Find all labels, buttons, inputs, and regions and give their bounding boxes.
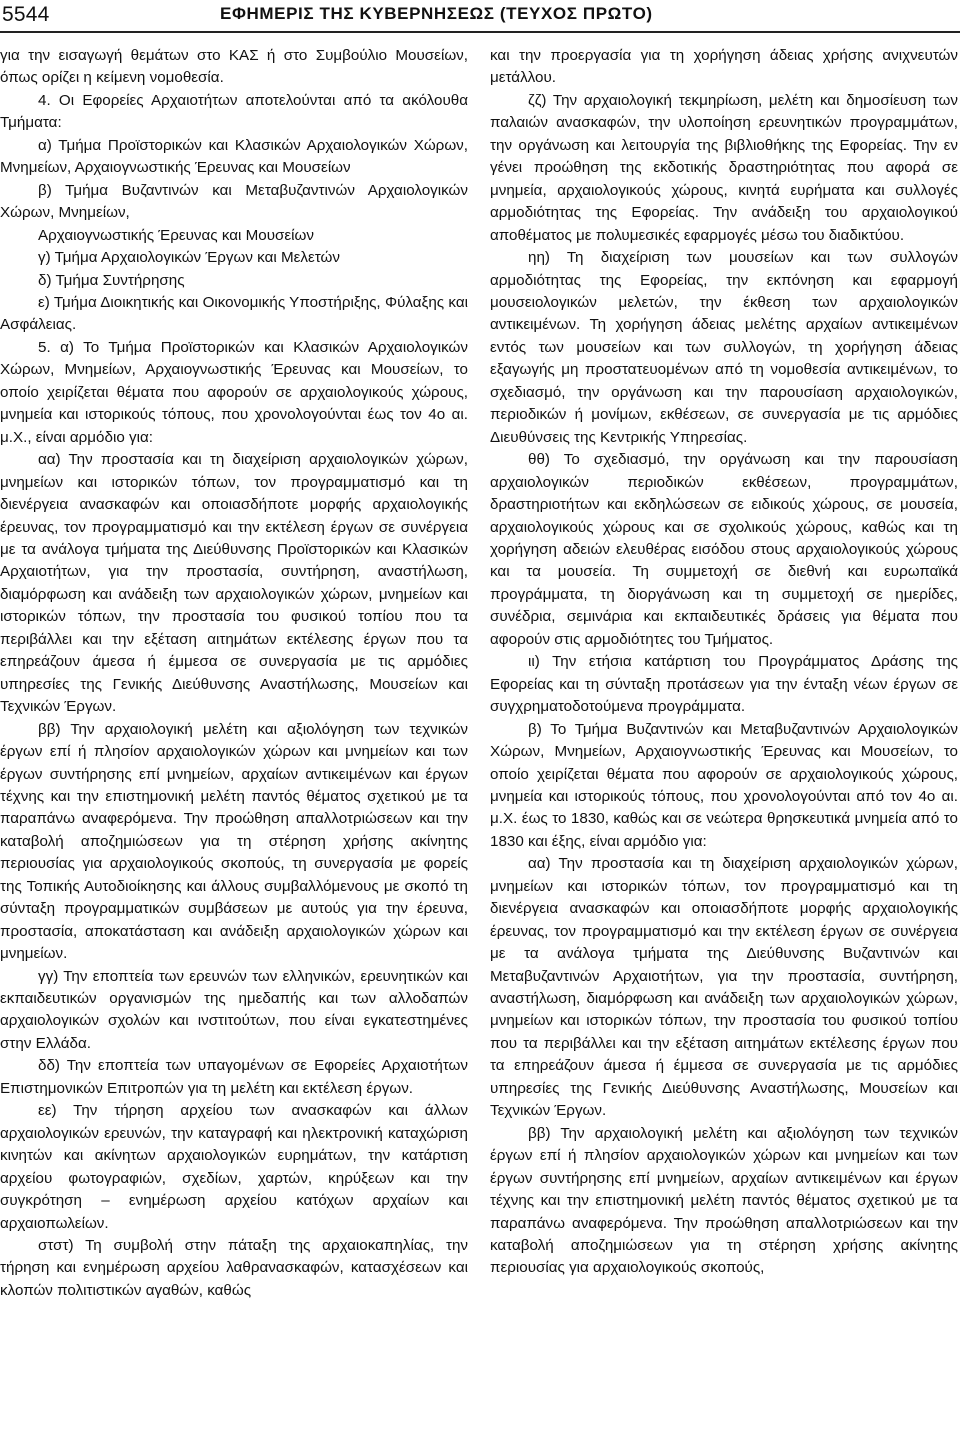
paragraph: β) Τμήμα Βυζαντινών και Μεταβυζαντινών Αρχαιολογικών Χώρων, Μνημείων, (0, 181, 468, 222)
paragraph: στστ) Τη συμβολή στην πάταξη της αρχαιοκαπηλίας, την τήρηση και ενημέρωση αρχείου λαθρανασκαφών, κατασχέσεων και κλοπών πολιτιστικών αγαθών, καθώς (0, 1237, 468, 1299)
paragraph: 4. Οι Εφορείες Αρχαιοτήτων αποτελούνται από τα ακόλουθα Τμήματα: (0, 91, 468, 132)
paragraph: και την προεργασία για τη χορήγηση άδειας χρήσης ανιχνευτών μετάλλου. (490, 47, 958, 87)
paragraph: ιι) Την ετήσια κατάρτιση του Προγράμματος Δράσης της Εφορείας και τη σύνταξη προτάσεων για την ένταξη νέων έργων σε συγχρηματοδοτούμενα προγράμματα. (490, 653, 958, 716)
page-header (0, 0, 960, 32)
paragraph: θθ) Το σχεδιασμό, την οργάνωση και την παρουσίαση αρχαιολογικών περιοδικών εκθέσεων, προγραμμάτων, δραστηριοτήτων και εκδηλώσεων σε ειδικούς χώρους, σε μουσεία, αρχαιολογικούς χώρους και σε σχολικούς χώρους, καθώς και τη χορήγηση αδειών ελευθέρας εισόδου στους αρχαιολογικούς χώρους και τα μουσεία. Τη συμμετοχή σε διεθνή και ευρωπαϊκά προγράμματα, τη διοργάνωση και τη συμμετοχή σε ημερίδες, συνέδρια, σεμινάρια και εκπαιδευτικές δράσεις για θέματα που αφορούν στις αρμοδιότητες του Τμήματος. (490, 451, 958, 648)
paragraph: εε) Την τήρηση αρχείου των ανασκαφών και άλλων αρχαιολογικών ερευνών, την καταγραφή και ηλεκτρονική καταχώριση κινητών και ακίνητων αρχαιολογικών ευρημάτων, την κατάρτιση αρχείου φωτογραφιών, σχεδίων, χαρτών, κηρύξεων και την συγκρότηση – ενημέρωση αρχείου κατόχων αρχαίων και αρχαιοπωλείων. (0, 1102, 468, 1232)
gazette-title: ΕΦΗΜΕΡΙΣ ΤΗΣ ΚΥΒΕΡΝΗΣΕΩΣ (ΤΕΥΧΟΣ ΠΡΩΤΟ) (220, 4, 653, 23)
paragraph: ββ) Την αρχαιολογική μελέτη και αξιολόγηση των τεχνικών έργων επί ή πλησίον αρχαιολογικών χώρων και μνημείων και των έργων συντήρησης επί μνημείων, αρχαίων αντικειμένων και έργων τέχνης και την επιστημονική μελέτη παντός θέματος σχετικού με τα παραπάνω αναφερόμενα. Την προώθηση απαλλοτριώσεων και την καταβολή αποζημιώσεων για τη στέρηση χρήσης ακίνητης περιουσίας για αρχαιολογικούς σκοπούς, (490, 1124, 958, 1277)
paragraph: αα) Την προστασία και τη διαχείριση αρχαιολογικών χώρων, μνημείων και ιστορικών τόπων, τον προγραμματισμό και τη διενέργεια ανασκαφών και οποιασδήποτε μορφής αρχαιολογικής έρευνας, τον προγραμματισμό και την εκτέλεση έργων σε συνέργεια με τα ανάλογα τμήματα της Διεύθυνσης Προϊστορικών και Κλασικών Αρχαιοτήτων, για την προστασία, συντήρηση, αναστήλωση, διαμόρφωση και ανάδειξη των αρχαιολογικών χώρων, μνημείων και ιστορικών τόπων, την προστασία του φυσικού τοπίου που τα περιβάλλει και την εξέταση αιτημάτων εκτέλεσης έργων που τα επηρεάζουν άμεσα ή έμμεσα σε συνεργασία με τις αρμόδιες υπηρεσίες της Γενικής Διεύθυνσης Αναστήλωσης, Μουσείων και Τεχνικών Έργων. (0, 451, 468, 716)
header-rule (0, 31, 960, 33)
paragraph: δδ) Την εποπτεία των υπαγομένων σε Εφορείες Αρχαιοτήτων Επιστημονικών Επιτροπών για τη μελέτη και εκτέλεση έργων. (0, 1057, 468, 1097)
paragraph: ηη) Τη διαχείριση των μουσείων και των συλλογών αρμοδιότητας της Εφορείας, την εκπόνηση και εφαρμογή μουσειολογικών μελετών, την έκθεση των αρχαιολογικών αντικειμένων. Τη χορήγηση άδειας μελέτης αρχαίων αντικειμένων εντός των μουσείων και των συλλογών, τη χορήγηση άδειας εξαγωγής μη προστατευομένων από τη νομοθεσία αντικειμένων, το σχεδιασμό, την οργάνωση και την παρουσίαση αρχαιολογικών, περιοδικών ή μονίμων, εκθέσεων, σε συνεργασία με τις αρμόδιες Διευθύνσεις της Κεντρικής Υπηρεσίας. (490, 249, 958, 446)
paragraph: β) Το Τμήμα Βυζαντινών και Μεταβυζαντινών Αρχαιολογικών Χώρων, Μνημείων, Αρχαιογνωστικής Έρευνας και Μουσείων, το οποίο χειρίζεται θέματα που αφορούν σε αρχαιολογικούς χώρους, μνημεία και ιστορικούς τόπους, που χρονολογούνται από τον 4ο αι. μ.Χ. έως το 1830, καθώς και σε νεώτερα θρησκευτικά μνημεία από το 1830 και έξης, είναι αρμόδιο για: (490, 720, 958, 850)
page-number: 5544 (2, 3, 50, 26)
paragraph: δ) Τμήμα Συντήρησης (38, 271, 185, 289)
paragraph: 5. α) Το Τμήμα Προϊστορικών και Κλασικών Αρχαιολογικών Χώρων, Μνημείων, Αρχαιογνωστικής Έρευνας και Μουσείων, το οποίο χειρίζεται θέματα που αφορούν σε αρχαιολογικούς χώρους, μνημεία και ιστορικούς τόπους, που χρονολογούνται έως τον 4ο αι. μ.Χ., είναι αρμόδιο για: (0, 338, 468, 446)
paragraph: αα) Την προστασία και τη διαχείριση αρχαιολογικών χώρων, μνημείων και ιστορικών τόπων, τον προγραμματισμό και τη διενέργεια ανασκαφών και οποιασδήποτε μορφής αρχαιολογικής έρευνας, τον προγραμματισμό και την εκτέλεση έργων σε συνέργεια με τα ανάλογα τμήματα της Διεύθυνσης Βυζαντινών και Μεταβυζαντινών Αρχαιοτήτων, για την προστασία, συντήρηση, αναστήλωση, διαμόρφωση και ανάδειξη των αρχαιολογικών χώρων, μνημείων και ιστορικών τόπων, την προστασία του φυσικού τοπίου που τα περιβάλλει και την εξέταση αιτημάτων εκτέλεσης έργων που τα επηρεάζουν άμεσα ή έμμεσα σε συνεργασία με τις αρμόδιες υπηρεσίες της Γενικής Διεύθυνσης Αναστήλωσης, Μουσείων και Τεχνικών Έργων. (490, 855, 958, 1120)
left-column (0, 45, 468, 1431)
paragraph: ζζ) Την αρχαιολογική τεκμηρίωση, μελέτη και δημοσίευση των παλαιών ανασκαφών, την υλοποίηση ερευνητικών προγραμμάτων, την οργάνωση και λειτουργία της βιβλιοθήκης της Εφορείας. Την εν γένει προώθηση της εκδοτικής δραστηριότητας που αφορά σε μνημεία, αρχαιολογικούς χώρους, κινητά ευρήματα και συλλογές αρμοδιότητας της Εφορείας. Την ανάδειξη του αρχαιολογικού αποθέματος με πολυμεσικές εφαρμογές μέσω του διαδικτύου. (490, 91, 958, 244)
paragraph: ε) Τμήμα Διοικητικής και Οικονομικής Υποστήριξης, Φύλαξης και Ασφάλειας. (0, 293, 468, 334)
paragraph: Αρχαιογνωστικής Έρευνας και Μουσείων (38, 226, 314, 244)
paragraph: για την εισαγωγή θεμάτων στο ΚΑΣ ή στο Συμβούλιο Μουσείων, όπως ορίζει η κείμενη νομοθεσία. (0, 47, 468, 87)
paragraph: γ) Τμήμα Αρχαιολογικών Έργων και Μελετών (38, 249, 340, 267)
paragraph: γγ) Την εποπτεία των ερευνών των ελληνικών, ερευνητικών και εκπαιδευτικών οργανισμών της ημεδαπής και των αλλοδαπών αρχαιολογικών σχολών και ινστιτούτων, που είναι εγκατεστημένες στην Ελλάδα. (0, 967, 468, 1052)
paragraph: ββ) Την αρχαιολογική μελέτη και αξιολόγηση των τεχνικών έργων επί ή πλησίον αρχαιολογικών χώρων και μνημείων και των έργων συντήρησης επί μνημείων, αρχαίων αντικειμένων και έργων τέχνης και την επιστημονική μελέτη παντός θέματος σχετικού με τα παραπάνω αναφερόμενα. Την προώθηση απαλλοτριώσεων και την καταβολή αποζημιώσεων για τη στέρηση χρήσης ακίνητης περιουσίας για αρχαιολογικούς σκοπούς, τη συνεργασία με φορείς της Τοπικής Αυτοδιοίκησης και άλλους συμβαλλόμενους με σκοπό τη σύνταξη προγραμματικών συμβάσεων με αυτούς για την έρευνα, προστασία, αποκατάσταση και ανάδειξη αρχαιολογικών χώρων και μνημείων. (0, 720, 468, 963)
paragraph: α) Τμήμα Προϊστορικών και Κλασικών Αρχαιολογικών Χώρων, Μνημείων, Αρχαιογνωστικής Έρευνας και Μουσείων (0, 136, 468, 177)
right-column (490, 45, 958, 1431)
